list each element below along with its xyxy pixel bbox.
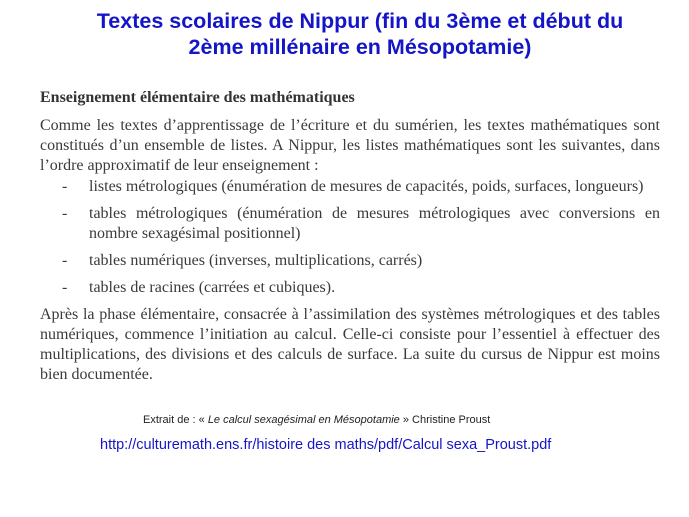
list-item [40, 278, 660, 298]
list-item-text: listes métrologiques (énumération de mesures de capacités, poids, surfaces, longueurs) [89, 178, 644, 195]
slide-title [40, 8, 680, 60]
list-item [40, 204, 660, 244]
credit-suffix: » Christine Proust [399, 414, 491, 426]
list-item-text: tables métrologiques (énumération de mesures métrologiques avec conversions en nombre sexagésimal positionnel) [89, 205, 660, 242]
source-credit [143, 414, 490, 426]
list-dash: - [62, 252, 68, 269]
credit-prefix: Extrait de : « [143, 414, 208, 426]
list-dash: - [62, 279, 68, 296]
list-item [40, 177, 660, 197]
list-dash: - [62, 178, 68, 195]
section-heading: Enseignement élémentaire des mathématiques [40, 89, 355, 106]
title-line-1: Textes scolaires de Nippur (fin du 3ème et début du [96, 9, 624, 33]
math-lists [40, 177, 660, 298]
source-url-link[interactable]: http://culturemath.ens.fr/histoire des maths/pdf/Calcul sexa_Proust.pdf [100, 437, 552, 453]
title-line-2: 2ème millénaire en Mésopotamie) [188, 35, 532, 59]
credit-work-title: Le calcul sexagésimal en Mésopotamie [207, 414, 400, 426]
list-item-text: tables de racines (carrées et cubiques). [89, 279, 336, 296]
intro-paragraph: Comme les textes d’apprentissage de l’écriture et du sumérien, les textes mathématiques sont constitués d’un ensemble de listes. A Nippur, les listes mathématiques sont les suivantes, dans l’ordre approximatif de leur enseignement : [40, 117, 660, 174]
list-dash: - [62, 205, 68, 222]
list-item [40, 251, 660, 271]
conclusion-paragraph: Après la phase élémentaire, consacrée à l’assimilation des systèmes métrologiques et des tables numériques, commence l’initiation au calcul. Celle-ci consiste pour l’essentiel à effectuer des multiplications, des divisions et des calculs de surface. La suite du cursus de Nippur est moins bien documentée. [40, 306, 660, 383]
document-excerpt [40, 88, 660, 385]
list-item-text: tables numériques (inverses, multiplications, carrés) [89, 252, 423, 269]
